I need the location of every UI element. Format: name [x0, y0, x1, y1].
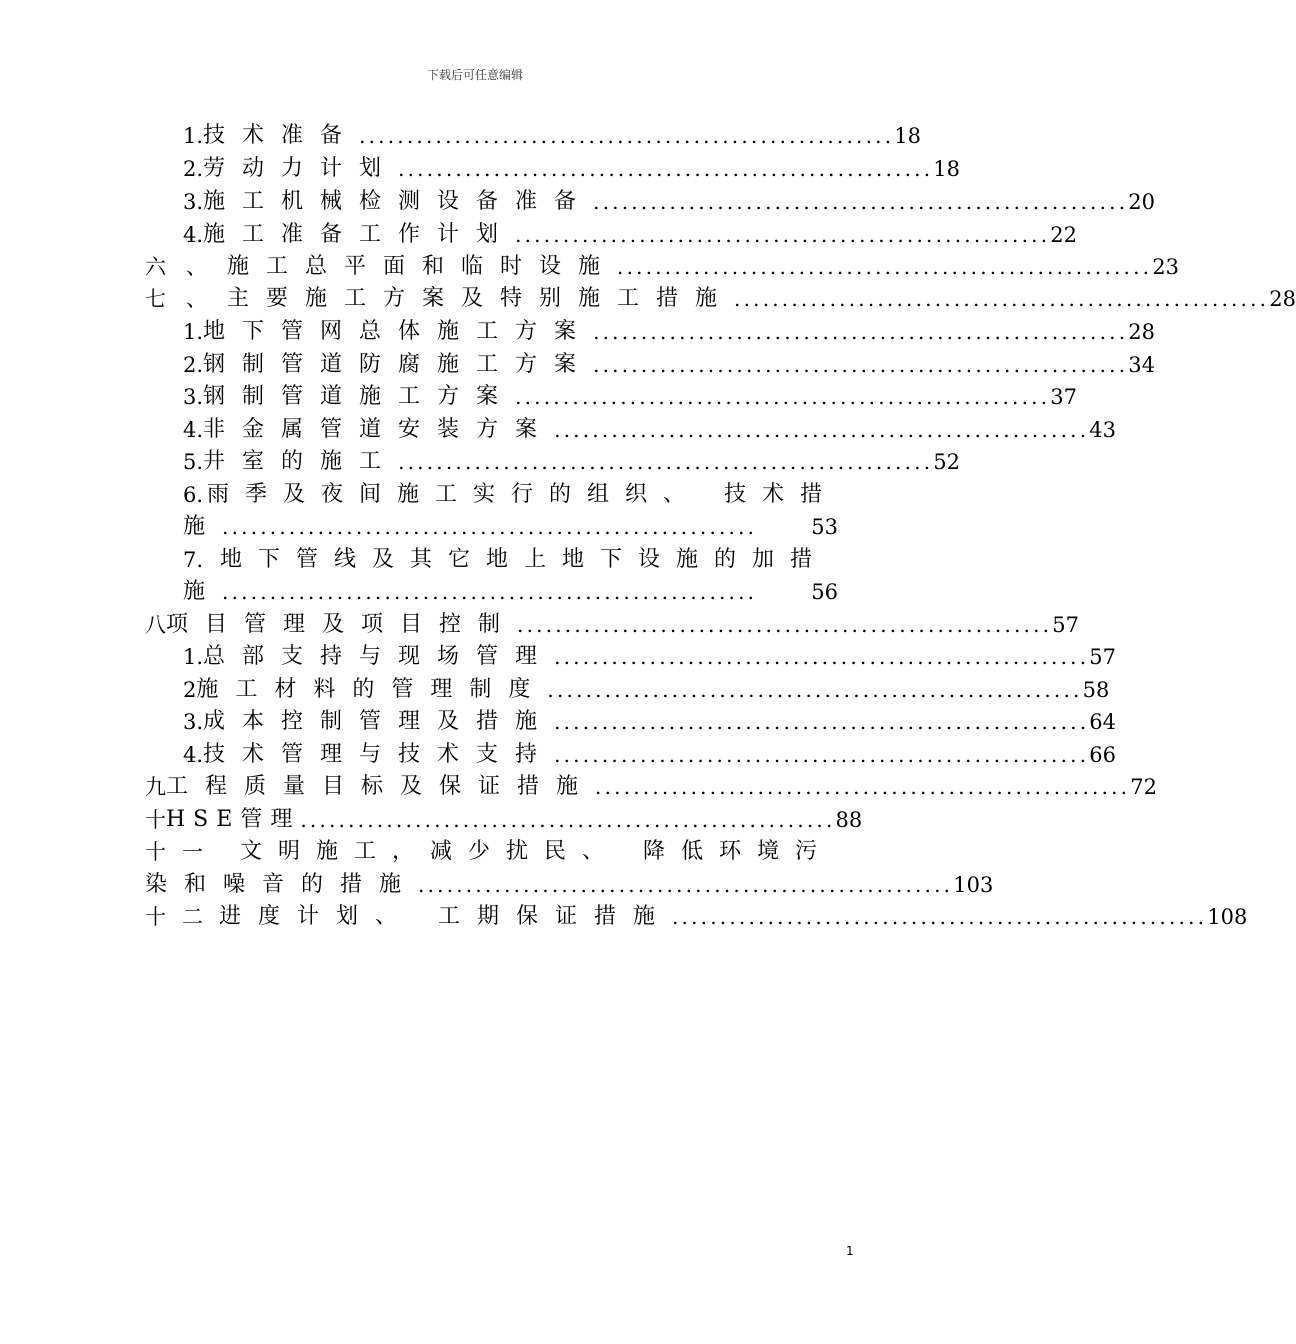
toc-entry-number: 6. — [183, 483, 204, 507]
toc-leader-dots: ........................................................ — [515, 223, 1051, 247]
toc-entry[interactable] — [145, 251, 1179, 283]
toc-entry-page: 37 — [1050, 385, 1078, 409]
toc-leader-dots: ........................................................ — [418, 873, 954, 897]
toc-entry-page: 66 — [1089, 743, 1117, 767]
toc-entry-title: 成本控制管理及措施 — [203, 709, 555, 734]
toc-leader-dots: ........................................................ — [617, 255, 1153, 279]
toc-entry[interactable] — [145, 771, 1157, 803]
toc-entry-page: 34 — [1128, 353, 1156, 377]
toc-entry-title: 钢制管道施工方案 — [203, 384, 516, 409]
toc-entry-page: 22 — [1050, 223, 1078, 247]
toc-entry-number: 4. — [183, 223, 204, 247]
toc-entry-number: 2. — [183, 353, 204, 377]
toc-entry-number: 1. — [183, 124, 204, 148]
toc-entry[interactable] — [183, 381, 1078, 413]
toc-entry-title: 施工准备工作计划 — [203, 222, 516, 247]
toc-entry-page: 58 — [1082, 678, 1110, 702]
toc-entry-title: 总部支持与现场管理 — [203, 644, 555, 669]
toc-entry[interactable] — [183, 674, 1110, 706]
toc-entry[interactable] — [183, 120, 922, 152]
toc-entry-number: 六、 — [145, 255, 227, 279]
toc-entry-title: HSE管理 — [166, 807, 301, 832]
toc-entry-page: 64 — [1089, 710, 1117, 734]
toc-entry-number: 3. — [183, 385, 204, 409]
toc-leader-dots: ........................................................ — [554, 743, 1090, 767]
toc-entry-number: 3. — [183, 710, 204, 734]
toc-leader-dots: ........................................................ — [593, 190, 1129, 214]
toc-entry[interactable] — [183, 186, 1156, 218]
toc-entry-title: 染和噪音的措施 — [145, 872, 419, 897]
toc-entry[interactable] — [145, 901, 1248, 933]
toc-entry-number: 八 — [145, 613, 166, 637]
toc-entry-title: 施工总平面和临时设施 — [227, 254, 618, 279]
toc-entry-number: 4. — [183, 743, 204, 767]
toc-entry-title: 钢制管道防腐施工方案 — [203, 352, 594, 377]
toc-entry[interactable] — [145, 283, 1296, 315]
toc-entry-title: 施工机械检测设备准备 — [203, 189, 594, 214]
toc-entry[interactable] — [183, 316, 1156, 348]
toc-entry-title: 施 — [183, 579, 223, 604]
toc-entry-number: 十 — [145, 808, 166, 832]
page-number: 1 — [846, 1244, 854, 1258]
toc-leader-dots: ........................................................ — [595, 775, 1131, 799]
toc-entry-number: 十二 — [145, 905, 219, 929]
toc-entry-title: 技术准备 — [203, 123, 360, 148]
toc-entry-title: 非金属管道安装方案 — [203, 417, 555, 442]
toc-entry-title: 文明施工，减少扰民、 降低环境污 — [240, 839, 833, 864]
toc-entry-page: 72 — [1130, 775, 1157, 799]
toc-entry[interactable] — [183, 576, 838, 608]
toc-entry-title: 地下管线及其它地上地下设施的加措 — [220, 547, 829, 572]
toc-entry[interactable] — [183, 706, 1117, 738]
toc-entry-title: 技术管理与技术支持 — [203, 742, 555, 767]
toc-entry-number: 7. — [183, 548, 204, 572]
toc-entry[interactable] — [183, 641, 1117, 673]
toc-entry[interactable] — [145, 836, 838, 868]
toc-entry-page: 18 — [894, 124, 922, 148]
toc-entry-title: 工程质量目标及保证措施 — [166, 774, 596, 799]
toc-entry-page: 56 — [811, 580, 838, 604]
toc-leader-dots: ........................................................ — [672, 905, 1208, 929]
toc-entry-page: 52 — [933, 450, 961, 474]
toc-entry-title: 进度计划、 工期保证措施 — [219, 904, 672, 929]
toc-entry-page: 103 — [953, 873, 994, 897]
toc-entry[interactable] — [183, 414, 1117, 446]
toc-entry-page: 20 — [1128, 190, 1156, 214]
toc-leader-dots: ........................................................ — [593, 353, 1129, 377]
toc-entry-number: 七、 — [145, 287, 227, 311]
toc-entry-title: 施工材料的管理制度 — [196, 677, 548, 702]
toc-entry-page: 108 — [1207, 905, 1248, 929]
toc-leader-dots: ........................................................ — [554, 710, 1090, 734]
toc-entry-title: 劳动力计划 — [203, 156, 399, 181]
toc-entry-page: 18 — [933, 157, 961, 181]
toc-leader-dots: ........................................................ — [517, 613, 1053, 637]
page-header: 下载后可任意编辑 — [426, 68, 523, 82]
toc-entry-page: 23 — [1152, 255, 1179, 279]
toc-entry[interactable] — [183, 446, 961, 478]
toc-leader-dots: ........................................................ — [554, 645, 1090, 669]
toc-entry[interactable] — [183, 219, 1078, 251]
toc-entry[interactable] — [183, 349, 1156, 381]
toc-leader-dots: ........................................................ — [593, 320, 1129, 344]
toc-entry-title: 施 — [183, 514, 223, 539]
toc-leader-dots: ........................................................ — [300, 808, 836, 832]
toc-entry-title: 主要施工方案及特别施工措施 — [227, 286, 735, 311]
toc-leader-dots: ........................................................ — [222, 580, 758, 604]
toc-leader-dots: ........................................................ — [547, 678, 1083, 702]
toc-leader-dots: ........................................................ — [515, 385, 1051, 409]
toc-entry[interactable] — [183, 479, 838, 511]
toc-leader-dots: ........................................................ — [734, 287, 1270, 311]
toc-entry-number: 5. — [183, 450, 204, 474]
toc-entry-number: 3. — [183, 190, 204, 214]
toc-entry[interactable] — [145, 804, 863, 836]
toc-entry-page: 28 — [1269, 287, 1296, 311]
toc-leader-dots: ........................................................ — [398, 450, 934, 474]
toc-entry[interactable] — [183, 544, 838, 576]
toc-entry-page: 57 — [1089, 645, 1117, 669]
toc-entry-number: 十一 — [145, 840, 219, 864]
toc-entry-page: 43 — [1089, 418, 1117, 442]
toc-entry-title: 雨季及夜间施工实行的组织、 技术措 — [207, 482, 838, 507]
toc-leader-dots: ........................................................ — [554, 418, 1090, 442]
toc-leader-dots: ........................................................ — [398, 157, 934, 181]
toc-entry-title: 井室的施工 — [203, 449, 399, 474]
toc-entry-page: 28 — [1128, 320, 1156, 344]
toc-entry-page: 57 — [1052, 613, 1079, 637]
toc-entry-number: 1. — [183, 645, 204, 669]
toc-entry[interactable] — [145, 609, 1079, 641]
toc-entry-title: 项目管理及项目控制 — [166, 612, 518, 637]
toc-leader-dots: ........................................................ — [359, 124, 895, 148]
toc-entry[interactable] — [183, 511, 838, 543]
toc-entry-number: 2 — [183, 678, 197, 702]
toc-entry-number: 九 — [145, 775, 166, 799]
toc-entry[interactable] — [183, 153, 961, 185]
toc-entry[interactable] — [145, 869, 994, 901]
toc-entry-number: 2. — [183, 157, 204, 181]
toc-entry-title: 地下管网总体施工方案 — [203, 319, 594, 344]
toc-entry-number: 1. — [183, 320, 204, 344]
toc-entry[interactable] — [183, 739, 1117, 771]
toc-entry-page: 88 — [835, 808, 863, 832]
toc-entry-page: 53 — [811, 515, 838, 539]
toc-entry-number: 4. — [183, 418, 204, 442]
toc-leader-dots: ........................................................ — [222, 515, 758, 539]
